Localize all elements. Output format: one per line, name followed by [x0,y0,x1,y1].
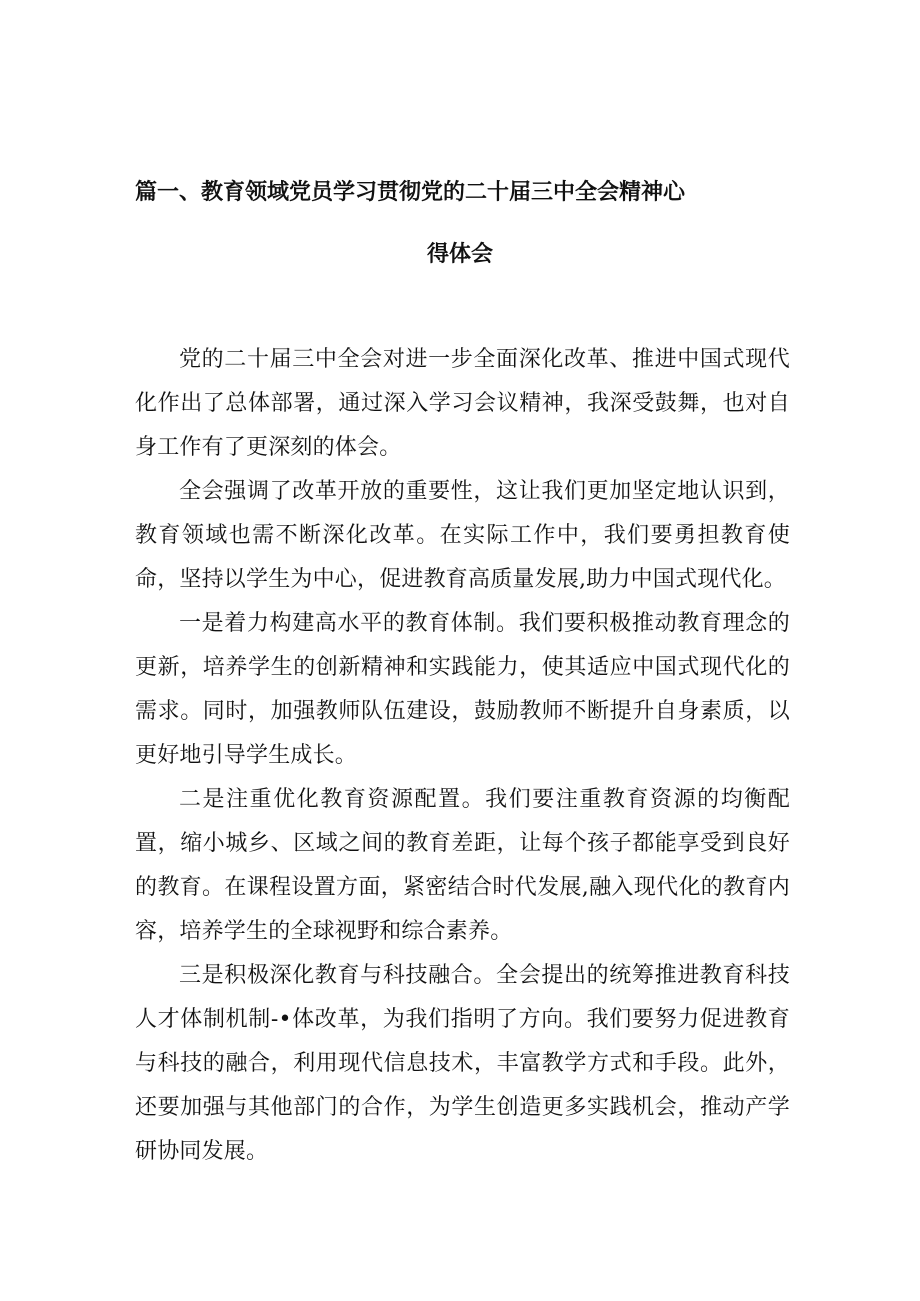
paragraph-reform: 全会强调了改革开放的重要性，这让我们更加坚定地认识到，教育领域也需不断深化改革。在实际工作中，我们要勇担教育使命，坚持以学生为中心，促进教育高质量发展,助力中国式现代化。 [135,479,790,592]
paragraph-intro: 党的二十届三中全会对进一步全面深化改革、推进中国式现代化作出了总体部署，通过深入学习会议精神，我深受鼓舞，也对自身工作有了更深刻的体会。 [135,347,790,460]
paragraph-point-two: 二是注重优化教育资源配置。我们要注重教育资源的均衡配置，缩小城乡、区域之间的教育差距，让每个孩子都能享受到良好的教育。在课程设置方面，紧密结合时代发展,融入现代化的教育内容，培养学生的全球视野和综合素养。 [135,787,790,944]
document-title-line-2: 得体会 [426,242,493,267]
paragraph-point-three: 三是积极深化教育与科技融合。全会提出的统筹推进教育科技人才体制机制-•体改革，为我们指明了方向。我们要努力促进教育与科技的融合，利用现代信息技术，丰富教学方式和手段。此外，还要加强与其他部门的合作，为学生创造更多实践机会，推动产学研协同发展。 [135,963,790,1164]
document-title-line-1: 篇一、教育领域党员学习贯彻党的二十届三中全会精神心 [135,180,686,205]
document-body [135,338,790,1174]
paragraph-point-one: 一是着力构建高水平的教育体制。我们要积极推动教育理念的更新，培养学生的创新精神和实践能力，使其适应中国式现代化的需求。同时，加强教师队伍建设，鼓励教师不断提升自身素质，以更好地引导学生成长。 [135,611,790,768]
